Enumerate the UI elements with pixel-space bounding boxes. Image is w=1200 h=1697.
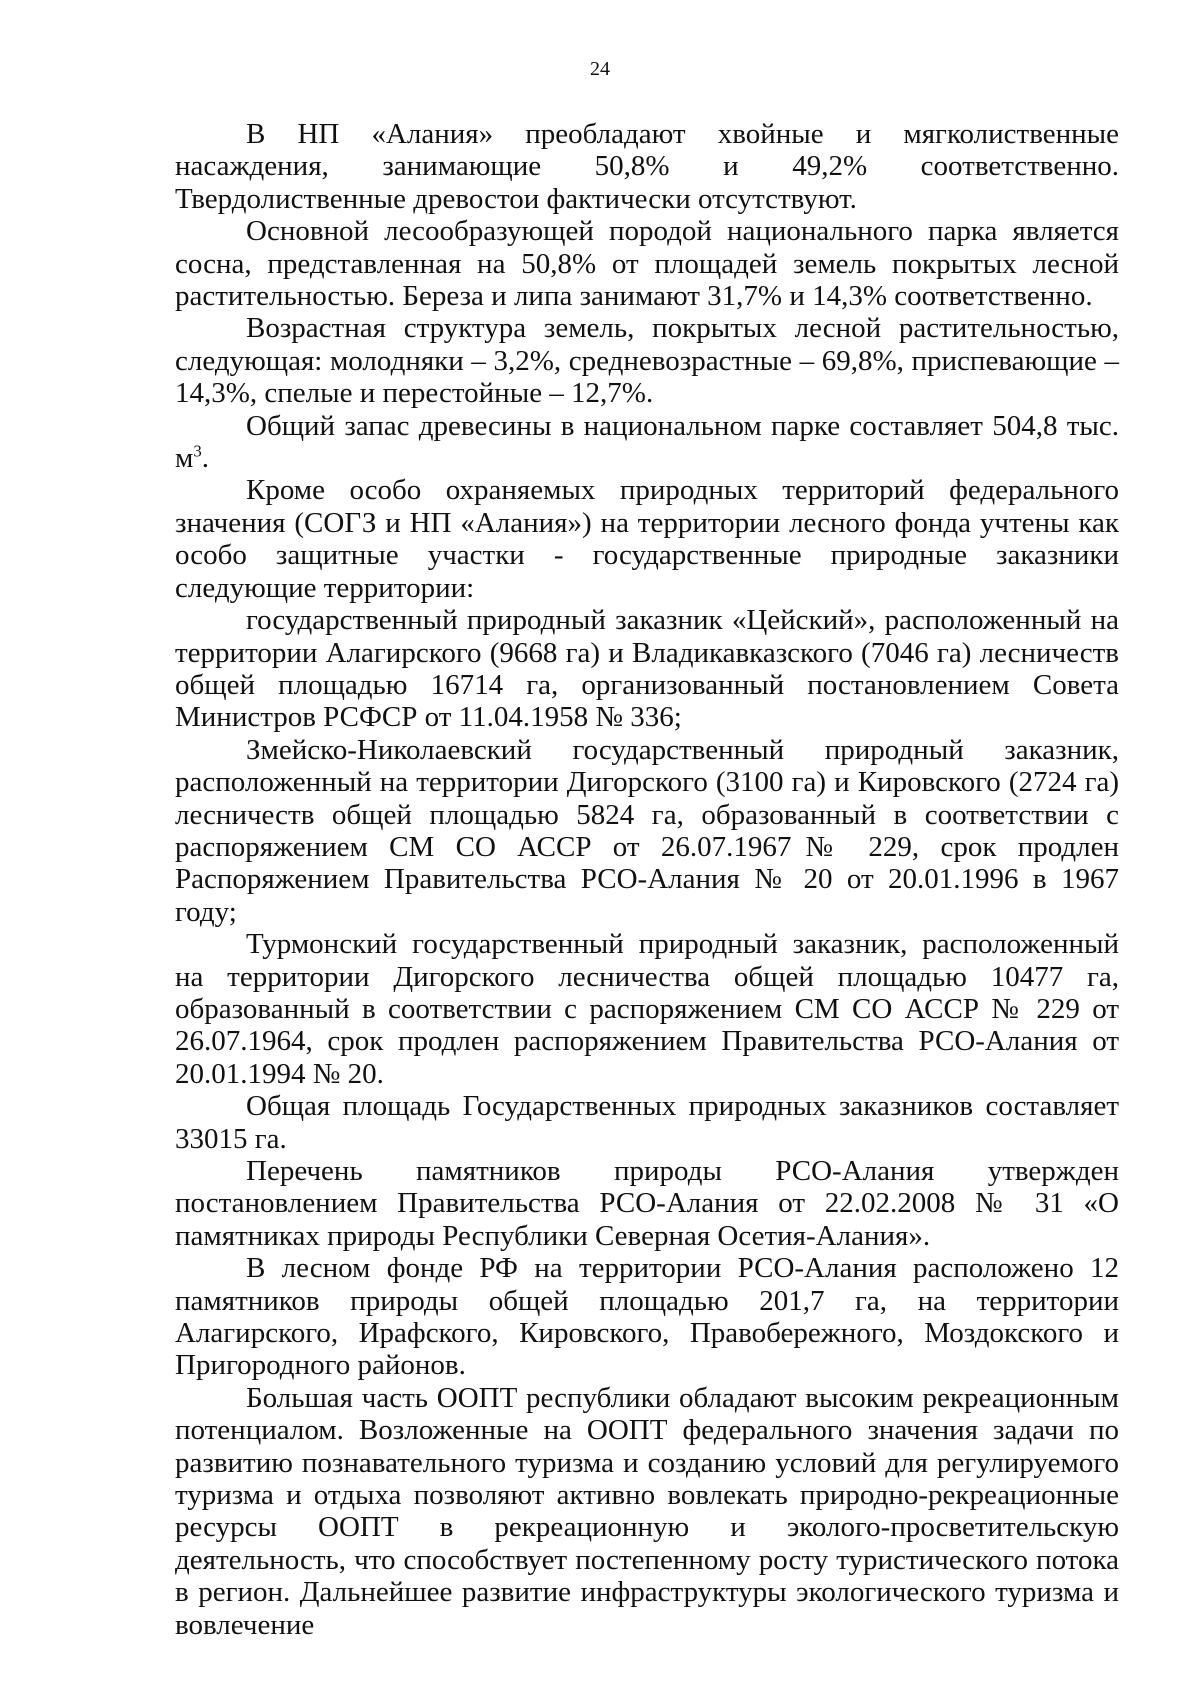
- paragraph-natural-monuments-list: Перечень памятников природы РСО-Алания утвержден постановлением Правительства РСО-Алания от 22.02.2008 № 31 «О памятниках природы Республики Северная Осетия-Алания».: [175, 1155, 1119, 1252]
- cubic-superscript: 3: [193, 441, 202, 461]
- paragraph-age-structure: Возрастная структура земель, покрытых лесной растительностью, следующая: молодняки – 3,2%, средневозрастные – 69,8%, приспевающие – 14,3%, спелые и перестойные – 12,7%.: [175, 312, 1119, 410]
- paragraph-protected-areas: Кроме особо охраняемых природных территорий федерального значения (СОГЗ и НП «Алания») на территории лесного фонда учтены как особо защитные участки - государственные природные заказники следующие территории:: [175, 474, 1119, 604]
- body-text: [175, 118, 1119, 1641]
- timber-volume-end: .: [201, 442, 210, 475]
- paragraph-forest-composition: В НП «Алания» преобладают хвойные и мягколиственные насаждения, занимающие 50,8% и 49,2% соответственно. Твердолиственные древостои фактически отсутствуют.: [175, 118, 1119, 215]
- timber-volume-text: Общий запас древесины в национальном парке составляет 504,8 тыс. м: [175, 409, 1119, 475]
- paragraph-tsey-reserve: государственный природный заказник «Цейский», расположенный на территории Алагирского (9668 га) и Владикавказского (7046 га) лесничеств общей площадью 16714 га, организованный постановлением Совета Министров РСФСР от 11.04.1958 № 336;: [175, 604, 1119, 734]
- page-number: 24: [590, 58, 610, 80]
- paragraph-zmeysko-reserve: Змейско-Николаевский государственный природный заказник, расположенный на территории Дигорского (3100 га) и Кировского (2724 га) лесничеств общей площадью 5824 га, образованный в соответствии с распоряжением СМ СО АССР от 26.07.1967№ 229, срок продлен Распоряжением Правительства РСО-Алания № 20 от 20.01.1996 в 1967 году;: [175, 733, 1119, 928]
- paragraph-natural-monuments-count: В лесном фонде РФ на территории РСО-Алания расположено 12 памятников природы общей площадью 201,7 га, на территории Алагирского, Ирафского, Кировского, Правобережного, Моздокского и Пригородного районов.: [175, 1252, 1119, 1382]
- paragraph-main-species: Основной лесообразующей породой национального парка является сосна, представленная на 50,8% от площадей земель покрытых лесной растительностью. Береза и липа занимают 31,7% и 14,3% соответственно.: [175, 215, 1119, 313]
- paragraph-timber-volume: [175, 410, 1119, 475]
- paragraph-turmon-reserve: Турмонский государственный природный заказник, расположенный на территории Дигорского лесничества общей площадью 10477 га, образованный в соответствии с распоряжением СМ СО АССР № 229 от 26.07.1964, срок продлен распоряжением Правительства РСО-Алания от 20.01.1994 № 20.: [175, 928, 1119, 1090]
- paragraph-total-area: Общая площадь Государственных природных заказников составляет 33015 га.: [175, 1090, 1119, 1155]
- paragraph-recreation-potential: Большая часть ООПТ республики обладают высоким рекреационным потенциалом. Возложенные на ООПТ федерального значения задачи по развитию познавательного туризма и созданию условий для регулируемого туризма и отдыха позволяют активно вовлекать природно-рекреационные ресурсы ООПТ в рекреационную и эколого-просветительскую деятельность, что способствует постепенному росту туристического потока в регион. Дальнейшее развитие инфраструктуры экологического туризма и вовлечение: [175, 1381, 1119, 1641]
